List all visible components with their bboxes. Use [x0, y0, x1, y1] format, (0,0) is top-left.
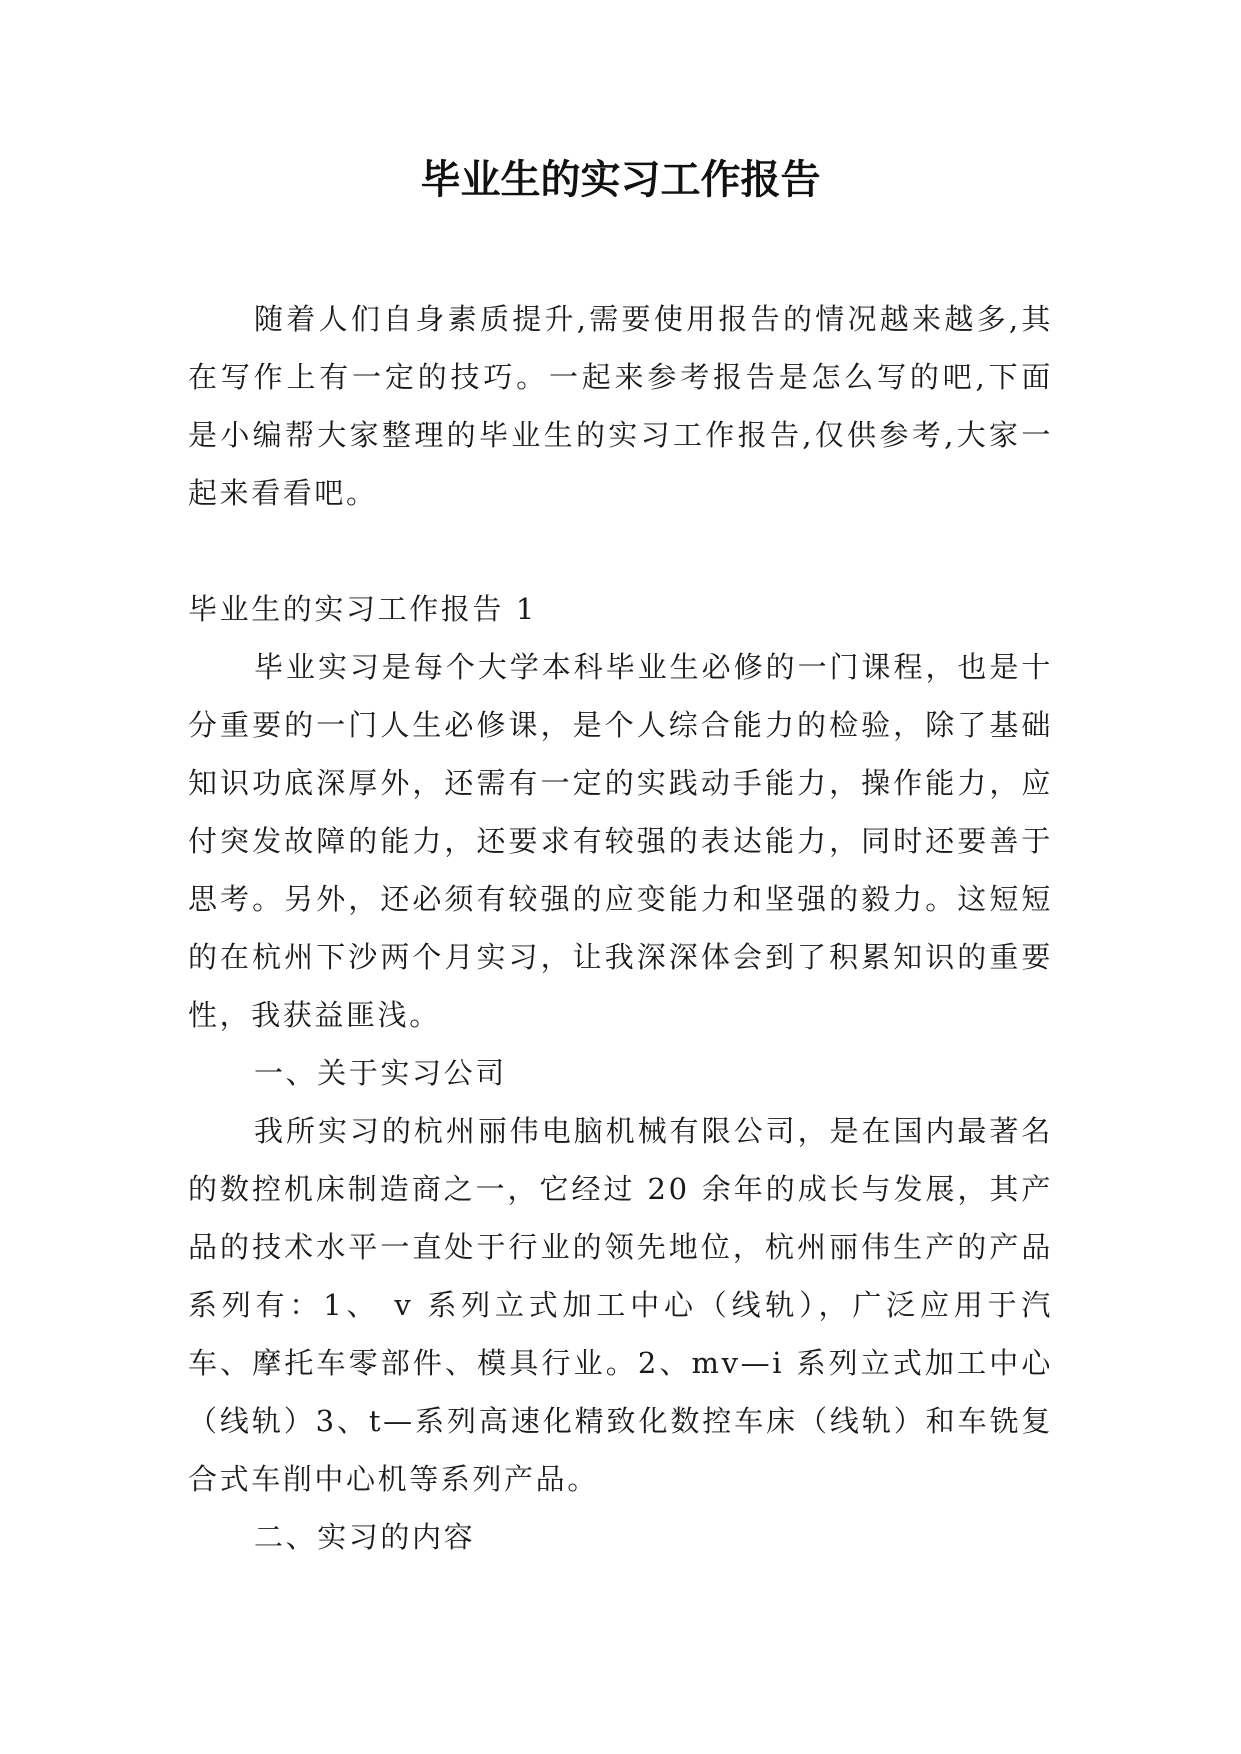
body-paragraph: 毕业实习是每个大学本科毕业生必修的一门课程，也是十分重要的一门人生必修课，是个人综合能力的检验，除了基础知识功底深厚外，还需有一定的实践动手能力，操作能力，应付突发故障的能力，还要求有较强的表达能力，同时还要善于思考。另外，还必须有较强的应变能力和坚强的毅力。这短短的在杭州下沙两个月实习，让我深深体会到了积累知识的重要性，我获益匪浅。: [188, 650, 1053, 1032]
report-subtitle: 毕业生的实习工作报告 1: [188, 592, 537, 626]
section-heading: 一、关于实习公司: [254, 1056, 507, 1090]
section-heading: 二、实习的内容: [254, 1520, 476, 1554]
body-paragraph: 我所实习的杭州丽伟电脑机械有限公司，是在国内最著名的数控机床制造商之一，它经过 20 余年的成长与发展，其产品的技术水平一直处于行业的领先地位，杭州丽伟生产的产品系列有：1、 v 系列立式加工中心（线轨），广泛应用于汽车、摩托车零部件、模具行业。2、mv—i 系列立式加工中心（线轨）3、t—系列高速化精致化数控车床（线轨）和车铣复合式车削中心机等系列产品。: [188, 1114, 1053, 1496]
document-title: 毕业生的实习工作报告: [420, 156, 821, 203]
intro-paragraph: 随着人们自身素质提升,需要使用报告的情况越来越多,其在写作上有一定的技巧。一起来参考报告是怎么写的吧,下面是小编帮大家整理的毕业生的实习工作报告,仅供参考,大家一起来看看吧。: [188, 302, 1053, 510]
